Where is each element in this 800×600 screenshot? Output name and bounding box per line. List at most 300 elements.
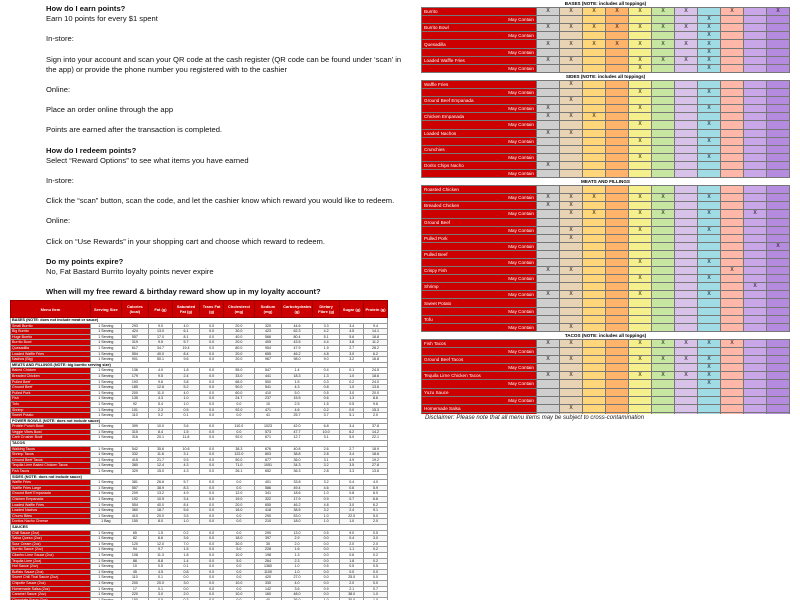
allergen-cell — [721, 380, 744, 388]
nutrition-cell: 9.5 — [149, 373, 173, 379]
nutrition-cell: 18.7 — [149, 508, 173, 514]
allergen-item-name: Shrimp — [422, 283, 537, 291]
allergen-cell — [767, 267, 790, 275]
nutrition-cell: 110 — [121, 413, 148, 419]
allergen-cell — [583, 186, 606, 194]
allergen-cell: X — [537, 113, 560, 121]
nutrition-cell: 1.1 — [340, 547, 364, 553]
nutrition-item-name: Churro Bites — [11, 513, 91, 519]
may-contain-label: May Contain — [422, 89, 537, 97]
allergen-cell — [537, 153, 560, 161]
allergen-cell: X — [629, 259, 652, 267]
faq-block — [46, 146, 406, 166]
nutrition-cell: 18.0 — [282, 519, 313, 525]
allergen-cell: X — [560, 80, 583, 88]
nutrition-cell: 40.0 — [224, 334, 255, 340]
allergen-cell — [675, 121, 698, 129]
nutrition-cell: 2.8 — [312, 469, 339, 475]
allergen-cell — [583, 364, 606, 372]
allergen-cell — [767, 250, 790, 258]
nutrition-cell: 3.1 — [312, 435, 339, 441]
may-contain-label: May Contain — [422, 323, 537, 331]
allergen-cell — [698, 348, 721, 356]
allergen-cell — [537, 380, 560, 388]
nutrition-cell: 10 — [254, 401, 281, 407]
nutrition-cell: 2.0 — [172, 592, 199, 598]
allergen-cell: X — [560, 226, 583, 234]
nutrition-cell: 3.2 — [340, 357, 364, 363]
nutrition-cell: 150 — [121, 597, 148, 600]
allergen-cell — [744, 56, 767, 64]
allergen-cell — [606, 218, 629, 226]
nutrition-cell: 1 Serving — [90, 351, 121, 357]
allergen-cell: X — [560, 40, 583, 48]
allergen-cell — [698, 299, 721, 307]
allergen-cell: X — [629, 226, 652, 234]
may-contain-label: May Contain — [422, 32, 537, 40]
allergen-cell — [652, 113, 675, 121]
allergen-cell — [744, 186, 767, 194]
faq-answer: Online: — [46, 85, 71, 95]
nutrition-cell: 5.0 — [224, 547, 255, 553]
nutrition-cell: 655 — [254, 351, 281, 357]
allergen-cell — [721, 348, 744, 356]
faq-answer: Earn 10 points for every $1 spent — [46, 14, 158, 24]
nutrition-cell: 8.6 — [364, 396, 388, 402]
allergen-cell — [767, 339, 790, 347]
nutrition-cell: 200 — [121, 580, 148, 586]
nutrition-cell: 1.9 — [312, 345, 339, 351]
nutrition-cell: 0.0 — [200, 508, 224, 514]
allergen-cell — [767, 194, 790, 202]
nutrition-cell: 55.0 — [224, 368, 255, 374]
faq-question: How do I earn points? — [46, 4, 126, 13]
nutrition-cell: 10.0 — [224, 592, 255, 598]
nutrition-cell: 557 — [121, 485, 148, 491]
allergen-cell — [721, 121, 744, 129]
allergen-cell — [767, 323, 790, 331]
nutrition-cell: 237 — [254, 396, 281, 402]
allergen-cell — [721, 291, 744, 299]
allergen-cell: X — [560, 129, 583, 137]
allergen-cell — [767, 259, 790, 267]
allergen-cell — [629, 283, 652, 291]
allergen-cell — [767, 40, 790, 48]
nutrition-cell: 1 Serving — [90, 597, 121, 600]
nutrition-cell: 1 Serving — [90, 580, 121, 586]
allergen-cell — [721, 283, 744, 291]
allergen-may-contain-row — [422, 89, 790, 97]
allergen-cell: X — [629, 64, 652, 72]
allergen-cell: X — [652, 372, 675, 380]
nutrition-cell: 290 — [254, 513, 281, 519]
nutrition-cell: 0.1 — [340, 368, 364, 374]
nutrition-cell: 341 — [254, 491, 281, 497]
allergen-cell — [652, 32, 675, 40]
allergen-cell: X — [537, 291, 560, 299]
nutrition-cell: 8.0 — [149, 519, 173, 525]
nutrition-item-name: Chili Sauce (2oz) — [11, 530, 91, 536]
allergen-cell — [721, 97, 744, 105]
nutrition-cell: 94 — [121, 547, 148, 553]
allergen-cell: X — [675, 8, 698, 16]
allergen-cell: X — [652, 210, 675, 218]
allergen-cell — [606, 105, 629, 113]
allergen-cell — [767, 372, 790, 380]
nutrition-cell: 967 — [254, 357, 281, 363]
nutrition-cell: 44.6 — [282, 323, 313, 329]
allergen-cell — [744, 291, 767, 299]
nutrition-cell: 418 — [254, 508, 281, 514]
nutrition-cell: 4.9 — [340, 457, 364, 463]
nutrition-cell: 6.2 — [364, 351, 388, 357]
allergen-may-contain-row — [422, 323, 790, 331]
nutrition-cell: 0.9 — [312, 497, 339, 503]
allergen-cell — [721, 315, 744, 323]
nutrition-cell: 5.6 — [340, 334, 364, 340]
nutrition-cell: 1 Serving — [90, 413, 121, 419]
allergen-cell — [675, 323, 698, 331]
nutrition-cell: 1.0 — [364, 597, 388, 600]
nutrition-cell: 120 — [121, 541, 148, 547]
nutrition-section-title: POWER BOWLS (NOTE: does not include sauce) — [11, 418, 388, 424]
nutrition-cell: 1.3 — [312, 373, 339, 379]
allergen-cell — [606, 89, 629, 97]
allergen-cell — [652, 89, 675, 97]
nutrition-cell: 50.1 — [149, 357, 173, 363]
nutrition-cell: 8.4 — [172, 351, 199, 357]
allergen-item-row — [422, 97, 790, 105]
allergen-cell — [675, 242, 698, 250]
allergen-cell — [537, 348, 560, 356]
allergen-item-row — [422, 250, 790, 258]
nutrition-cell: 4.6 — [312, 485, 339, 491]
nutrition-cell: 566 — [254, 334, 281, 340]
nutrition-cell: 3.4 — [340, 323, 364, 329]
allergen-cell — [606, 267, 629, 275]
allergen-cell: X — [744, 283, 767, 291]
allergen-cell: X — [698, 372, 721, 380]
allergen-cell — [675, 412, 698, 414]
allergen-cell — [744, 153, 767, 161]
nutrition-cell: 0.0 — [312, 547, 339, 553]
nutrition-cell: 1051 — [254, 463, 281, 469]
nutrition-cell: 0.0 — [312, 541, 339, 547]
nutrition-cell: 0.0 — [200, 536, 224, 542]
nutrition-cell: 30 — [254, 541, 281, 547]
nutrition-item-name: Quesadilla — [11, 345, 91, 351]
allergen-cell — [652, 291, 675, 299]
allergen-cell — [560, 299, 583, 307]
allergen-cell — [767, 24, 790, 32]
nutrition-cell: 500 — [254, 379, 281, 385]
allergen-cell: X — [767, 8, 790, 16]
nutrition-cell: 1 Serving — [90, 508, 121, 514]
allergen-cell — [537, 145, 560, 153]
allergen-cell: X — [583, 40, 606, 48]
nutrition-cell: 0.0 — [200, 491, 224, 497]
allergen-cell — [767, 234, 790, 242]
nutrition-cell: 1 Serving — [90, 357, 121, 363]
allergen-cell — [606, 161, 629, 169]
nutrition-cell: 92.0 — [224, 435, 255, 441]
allergen-cell — [744, 234, 767, 242]
allergen-cell — [698, 396, 721, 404]
allergen-cell — [721, 372, 744, 380]
allergen-cell — [698, 412, 721, 414]
nutrition-cell: 0.0 — [364, 569, 388, 575]
allergen-cell — [767, 64, 790, 72]
allergen-section-title: SIDES (NOTE: includes all toppings) — [422, 72, 790, 80]
nutrition-cell: 3.3 — [340, 469, 364, 475]
nutrition-cell: 2.0 — [340, 541, 364, 547]
allergen-cell — [652, 307, 675, 315]
nutrition-cell: 4.4 — [312, 340, 339, 346]
nutrition-cell: 34.3 — [282, 463, 313, 469]
nutrition-cell: 34.7 — [149, 345, 173, 351]
allergen-item-name: Waffle Fries — [422, 80, 537, 88]
allergen-section-title: TACOS (NOTE: includes all toppings) — [422, 331, 790, 339]
nutrition-cell: 4.0 — [172, 390, 199, 396]
allergen-cell: X — [629, 372, 652, 380]
nutrition-cell: 0.0 — [224, 597, 255, 600]
nutrition-cell: 423 — [254, 329, 281, 335]
nutrition-cell: 541 — [254, 385, 281, 391]
allergen-cell — [744, 226, 767, 234]
nutrition-item-name: Tequila Lime Baked Chicken Tacos — [11, 463, 91, 469]
nutrition-cell: 3.0 — [172, 580, 199, 586]
allergen-item-name: Burrito — [422, 8, 537, 16]
allergen-cell — [560, 380, 583, 388]
nutrition-item-name: Chipotle Sauce (2oz) — [11, 580, 91, 586]
nutrition-cell: 22.0 — [340, 513, 364, 519]
faq-answer: In-store: — [46, 34, 74, 44]
nutrition-cell: 20.0 — [149, 580, 173, 586]
allergen-cell — [606, 137, 629, 145]
nutrition-cell: 2.1 — [340, 586, 364, 592]
nutrition-cell: 1 Serving — [90, 435, 121, 441]
allergen-cell: X — [652, 24, 675, 32]
allergen-cell — [629, 129, 652, 137]
allergen-cell — [606, 404, 629, 412]
allergen-item-row — [422, 8, 790, 16]
allergen-cell — [629, 404, 652, 412]
nutrition-cell: 0.0 — [312, 592, 339, 598]
nutrition-cell: 21.7 — [149, 457, 173, 463]
nutrition-cell: 0.5 — [364, 530, 388, 536]
allergen-cell: X — [629, 194, 652, 202]
allergen-cell — [767, 105, 790, 113]
nutrition-cell: 5.1 — [340, 413, 364, 419]
allergen-cell — [698, 80, 721, 88]
nutrition-cell: 17.9 — [282, 497, 313, 503]
allergen-cell — [560, 169, 583, 177]
allergen-cell: X — [698, 380, 721, 388]
nutrition-cell: 10.0 — [312, 429, 339, 435]
allergen-may-contain-row — [422, 307, 790, 315]
allergen-cell — [767, 404, 790, 412]
nutrition-cell: 10 — [121, 564, 148, 570]
allergen-cell — [606, 291, 629, 299]
nutrition-cell: 1 Serving — [90, 513, 121, 519]
may-contain-label — [422, 412, 537, 414]
allergen-cell — [537, 396, 560, 404]
allergen-may-contain-row — [422, 169, 790, 177]
nutrition-cell: 3.0 — [340, 502, 364, 508]
allergen-item-name: Sweet Potato — [422, 299, 537, 307]
allergen-section-row — [422, 331, 790, 339]
allergen-item-row — [422, 404, 790, 412]
nutrition-column-header: Saturated Fat (g) — [172, 301, 199, 318]
allergen-item-row — [422, 161, 790, 169]
allergen-cell — [652, 105, 675, 113]
nutrition-cell: 47.9 — [282, 345, 313, 351]
allergen-cell — [606, 210, 629, 218]
nutrition-cell: 20.0 — [224, 357, 255, 363]
nutrition-cell: 1 Serving — [90, 424, 121, 430]
nutrition-cell: 0.6 — [340, 485, 364, 491]
allergen-cell — [675, 16, 698, 24]
nutrition-cell: 18.9 — [364, 446, 388, 452]
nutrition-cell: 2.4 — [172, 373, 199, 379]
nutrition-cell: 9.4 — [364, 323, 388, 329]
allergen-cell: X — [537, 105, 560, 113]
nutrition-cell: 3.1 — [312, 457, 339, 463]
nutrition-cell: 0.0 — [172, 586, 199, 592]
may-contain-label: May Contain — [422, 275, 537, 283]
nutrition-cell: 16.8 — [364, 357, 388, 363]
nutrition-cell: 41 — [254, 413, 281, 419]
nutrition-cell: 676 — [254, 446, 281, 452]
nutrition-cell: 803 — [254, 452, 281, 458]
allergen-cell: X — [537, 356, 560, 364]
nutrition-cell: 316 — [121, 435, 148, 441]
nutrition-cell: 1 Serving — [90, 536, 121, 542]
allergen-cell — [767, 226, 790, 234]
nutrition-cell: 38.9 — [149, 485, 173, 491]
nutrition-cell: 0.0 — [200, 334, 224, 340]
allergen-may-contain-row — [422, 412, 790, 414]
nutrition-cell: 53.0 — [282, 513, 313, 519]
allergen-cell — [560, 64, 583, 72]
allergen-cell — [675, 210, 698, 218]
nutrition-cell: 10.9 — [149, 497, 173, 503]
allergen-cell — [675, 299, 698, 307]
allergen-cell — [721, 234, 744, 242]
nutrition-cell: 2.7 — [340, 345, 364, 351]
nutrition-cell: 471 — [254, 407, 281, 413]
allergen-cell — [675, 105, 698, 113]
allergen-cell: X — [698, 226, 721, 234]
nutrition-item-name: Sweet Chili Thai Sauce (2oz) — [11, 575, 91, 581]
nutrition-cell: 38.8 — [282, 452, 313, 458]
allergen-cell: X — [560, 202, 583, 210]
allergen-cell — [767, 153, 790, 161]
allergen-cell — [652, 267, 675, 275]
nutrition-item-name: Pulled Pork — [11, 390, 91, 396]
allergen-cell — [744, 299, 767, 307]
allergen-cell — [583, 356, 606, 364]
allergen-item-name: Fish Tacos — [422, 339, 537, 347]
allergen-cell — [652, 202, 675, 210]
nutrition-cell: 68.0 — [224, 379, 255, 385]
nutrition-cell: 0.5 — [312, 390, 339, 396]
nutrition-cell: 1 Serving — [90, 530, 121, 536]
nutrition-cell: 5.0 — [224, 558, 255, 564]
nutrition-cell: 293 — [121, 323, 148, 329]
allergen-cell: X — [629, 56, 652, 64]
may-contain-label: May Contain — [422, 64, 537, 72]
allergen-cell — [675, 404, 698, 412]
faq-answer: Click the “scan” button, scan the code, and let the cashier know which reward you would like to redeem. — [46, 196, 395, 206]
allergen-may-contain-row — [422, 194, 790, 202]
nutrition-cell: 2.3 — [282, 558, 313, 564]
may-contain-label: May Contain — [422, 291, 537, 299]
allergen-cell — [537, 80, 560, 88]
allergen-item-row — [422, 356, 790, 364]
allergen-cell — [744, 24, 767, 32]
allergen-cell — [675, 348, 698, 356]
allergen-cell: X — [698, 121, 721, 129]
allergen-cell — [583, 137, 606, 145]
allergen-cell: X — [629, 153, 652, 161]
faq-answer: Select “Reward Options” to see what items you have earned — [46, 155, 249, 165]
nutrition-cell: 586 — [254, 485, 281, 491]
allergen-cell — [560, 121, 583, 129]
nutrition-cell: 0.8 — [312, 385, 339, 391]
allergen-item-name: Pulled Beef — [422, 250, 537, 258]
nutrition-cell: 9.0 — [149, 323, 173, 329]
nutrition-section-title: MEATS AND FILLINGS (NOTE: big burrito serving size) — [11, 362, 388, 368]
nutrition-cell: 381 — [121, 480, 148, 486]
allergen-cell — [767, 380, 790, 388]
allergen-cell — [721, 153, 744, 161]
nutrition-cell: 1.8 — [172, 552, 199, 558]
nutrition-cell: 1 Serving — [90, 401, 121, 407]
allergen-cell: X — [698, 40, 721, 48]
allergen-cell: X — [606, 24, 629, 32]
may-contain-label: May Contain — [422, 105, 537, 113]
allergen-cell — [675, 259, 698, 267]
allergen-cell — [583, 226, 606, 234]
nutrition-cell: 9.0 — [340, 530, 364, 536]
nutrition-item-name: Burrito Bowl — [11, 340, 91, 346]
nutrition-cell: 10.0 — [224, 552, 255, 558]
allergen-cell: X — [652, 40, 675, 48]
allergen-cell — [744, 388, 767, 396]
nutrition-item-name: Huge Burrito — [11, 334, 91, 340]
nutrition-cell: 18.0 — [224, 536, 255, 542]
allergen-cell: X — [560, 8, 583, 16]
allergen-cell — [767, 97, 790, 105]
faq-answer: Sign into your account and scan your QR code at the cash register (QR code can be found under ‘scan’ in the app) or provide the phone number you registered with to the cashier — [46, 54, 402, 74]
nutrition-cell: 6.2 — [340, 429, 364, 435]
allergen-cell — [560, 283, 583, 291]
nutrition-cell: 0.5 — [340, 564, 364, 570]
nutrition-cell: 4.3 — [149, 396, 173, 402]
allergen-cell — [606, 364, 629, 372]
nutrition-cell: 0.0 — [312, 569, 339, 575]
allergen-cell: X — [698, 210, 721, 218]
allergen-cell — [721, 388, 744, 396]
nutrition-item-name: Waffle Fries Large — [11, 485, 91, 491]
faq-answer: Online: — [46, 216, 71, 226]
nutrition-cell: 4.8 — [312, 351, 339, 357]
allergen-cell — [537, 121, 560, 129]
allergen-cell: X — [698, 194, 721, 202]
nutrition-item-name: Baked Chicken — [11, 368, 91, 374]
allergen-cell — [652, 283, 675, 291]
